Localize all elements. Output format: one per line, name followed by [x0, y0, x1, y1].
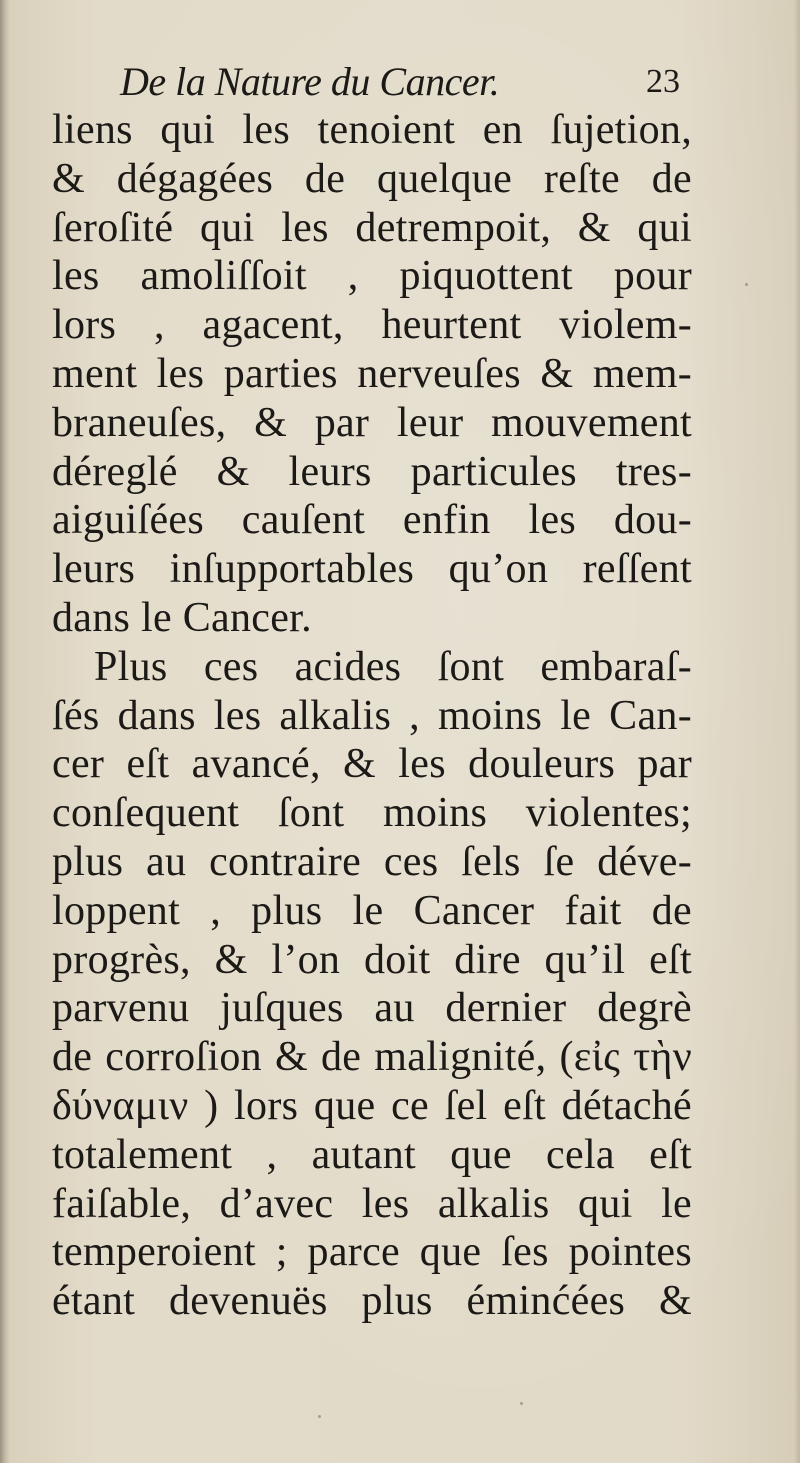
page-gutter-shadow	[0, 0, 10, 1463]
text-line: plus au contraire ces ſels ſe déve-	[52, 838, 692, 885]
ink-speck	[318, 1415, 321, 1418]
text-line: déreglé & leurs particules tres-	[52, 448, 692, 495]
text-line: faiſable, d’avec les alkalis qui le	[52, 1180, 692, 1227]
text-line: ment les parties nerveuſes & mem-	[52, 350, 692, 397]
ink-speck	[745, 283, 748, 286]
text-line: cer eſt avancé, & les douleurs par	[52, 741, 692, 788]
page-edge-shadow	[794, 0, 800, 1463]
text-line: parvenu juſques au dernier degrè	[52, 985, 692, 1032]
text-line: leurs inſupportables qu’on reſſent	[52, 546, 692, 593]
ink-speck	[520, 1402, 523, 1405]
text-line: conſequent ſont moins violentes;	[52, 790, 692, 837]
text-line: & dégagées de quelque reſte de	[52, 155, 692, 202]
text-line: lors , agacent, heurtent violem-	[52, 302, 692, 349]
text-line: ſeroſité qui les detrempoit, & qui	[52, 204, 692, 251]
text-line: liens qui les tenoient en ſujetion,	[52, 107, 692, 153]
text-line: progrès, & l’on doit dire qu’il eſt	[52, 936, 692, 983]
text-line: de corroſion & de malignité, (εἰς τὴν	[52, 1034, 692, 1081]
text-line: loppent , plus le Cancer fait de	[52, 887, 692, 934]
text-line: aiguiſées cauſent enfin les dou-	[52, 497, 692, 544]
running-title: De la Nature du Cancer.	[120, 59, 500, 104]
paragraph-end-line: dans le Cancer.	[52, 594, 312, 641]
text-line: étant devenuës plus éminćées &	[52, 1278, 692, 1325]
paragraph-start-line: Plus ces acides ſont embaraſ-	[94, 643, 692, 690]
text-line: braneuſes, & par leur mouvement	[52, 399, 692, 446]
page-number: 23	[646, 63, 680, 100]
page-header	[120, 58, 680, 106]
text-line: temperoient ; parce que ſes pointes	[52, 1229, 692, 1276]
text-line: ſés dans les alkalis , moins le Can-	[52, 692, 692, 739]
text-line: totalement , autant que cela eſt	[52, 1131, 692, 1178]
text-line: les amoliſſoit , piquottent pour	[52, 253, 692, 300]
text-line: δύναμιν ) lors que ce ſel eſt détaché	[52, 1082, 692, 1129]
body-text	[52, 106, 692, 1326]
